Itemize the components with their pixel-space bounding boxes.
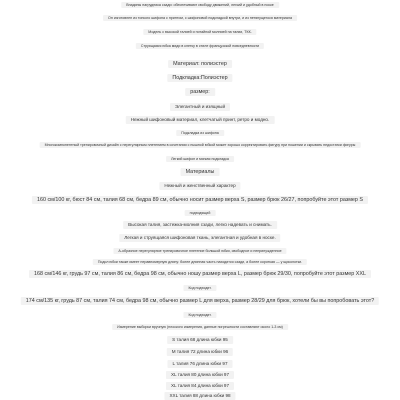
text-line: Высокая талия, застежка-молния сзади, легко надевать и снимать. xyxy=(123,221,277,229)
text-line: 174 см/135 кг, грудь 87 см, талия 74 см, бедра 98 см, обычно размер L для верха, размер 28/29 для брюк, хотели бы вы попробовать этот? xyxy=(21,297,379,305)
text-line: Элегантный и изящный xyxy=(170,103,230,111)
size-row: XL талия 80 длина юбки 97 xyxy=(166,371,234,379)
text-line: А-образное нерегулярное тренировочное плетение большой юбки, свободное и непринужденное xyxy=(113,248,286,254)
text-line: Подол юбки также имеет неравномерную длину: более длинная часть находится сзади, а более короткая — у щиколотки. xyxy=(93,259,307,265)
text-line: Он изготовлен из тонкого шифона с принтом, с шифоновой подкладкой внутри, и из нетянущегося материала xyxy=(103,15,297,21)
text-line: Подкладка:Полиэстер xyxy=(167,74,232,82)
text-line: Нежный и женственный характер xyxy=(159,182,240,190)
text-line: Код подходит. xyxy=(183,285,216,291)
text-line: 168 см/146 кг, грудь 97 см, талия 86 см, бедра 98 см, обычно ношу размер верха L, размер брюк 29/30, попробуйте этот размер XXL xyxy=(29,270,371,278)
text-line: Легкая и струящаяся шифоновая ткань, элегантная и удобная в носке. xyxy=(119,234,280,242)
size-row: XL талия 84 длина юбки 97 xyxy=(166,382,234,390)
text-line: подходящий xyxy=(185,210,216,216)
text-line: Материал: полиэстер xyxy=(168,60,232,68)
size-row: XXL талия 88 длина юбки 98 xyxy=(164,392,235,400)
text-line: Легкий шифон и мягкая подкладка xyxy=(166,156,234,162)
text-line: Многокомпонентный тренировочный дизайн с нерегулярным плетением в сочетании с пышной юбкой может хорошо корректировать фигуру при ношении и скрывать недостатки фигуры xyxy=(40,142,361,148)
text-line: 160 см/100 кг, бюст 84 см, талия 68 см, бедра 89 см, обычно носит размер верха S, размер брюк 26/27, попробуйте этот размер S xyxy=(32,196,368,204)
text-line: Материалы xyxy=(181,168,220,176)
text-line: Подкладка из шифона xyxy=(176,130,224,136)
text-line: Код подходит. xyxy=(183,312,216,318)
text-line: Впадины нагрудника сзади: обеспечивают свободу движений, легкий и удобный в носке xyxy=(121,2,279,8)
text-line: Модель с высокой талией и потайной молнией на талии, ТКК. xyxy=(143,29,256,35)
text-line: Струящаяся юбка миди в клетку в стиле французской повседневности xyxy=(136,43,264,49)
text-line: Измерение выборки вручную (плоского измерения, данные погрешности составляют около 1-3 см) xyxy=(112,324,288,330)
text-line: размер: xyxy=(185,88,215,96)
size-row: S талия 68 длина юбки 95 xyxy=(167,336,233,344)
text-line: Нежный шифоновый материал, клетчатый принт, ретро и модно. xyxy=(126,116,275,124)
size-row: M талия 72 длина юбки 96 xyxy=(167,348,233,356)
size-row: L талия 76 длина юбки 97 xyxy=(168,360,233,368)
